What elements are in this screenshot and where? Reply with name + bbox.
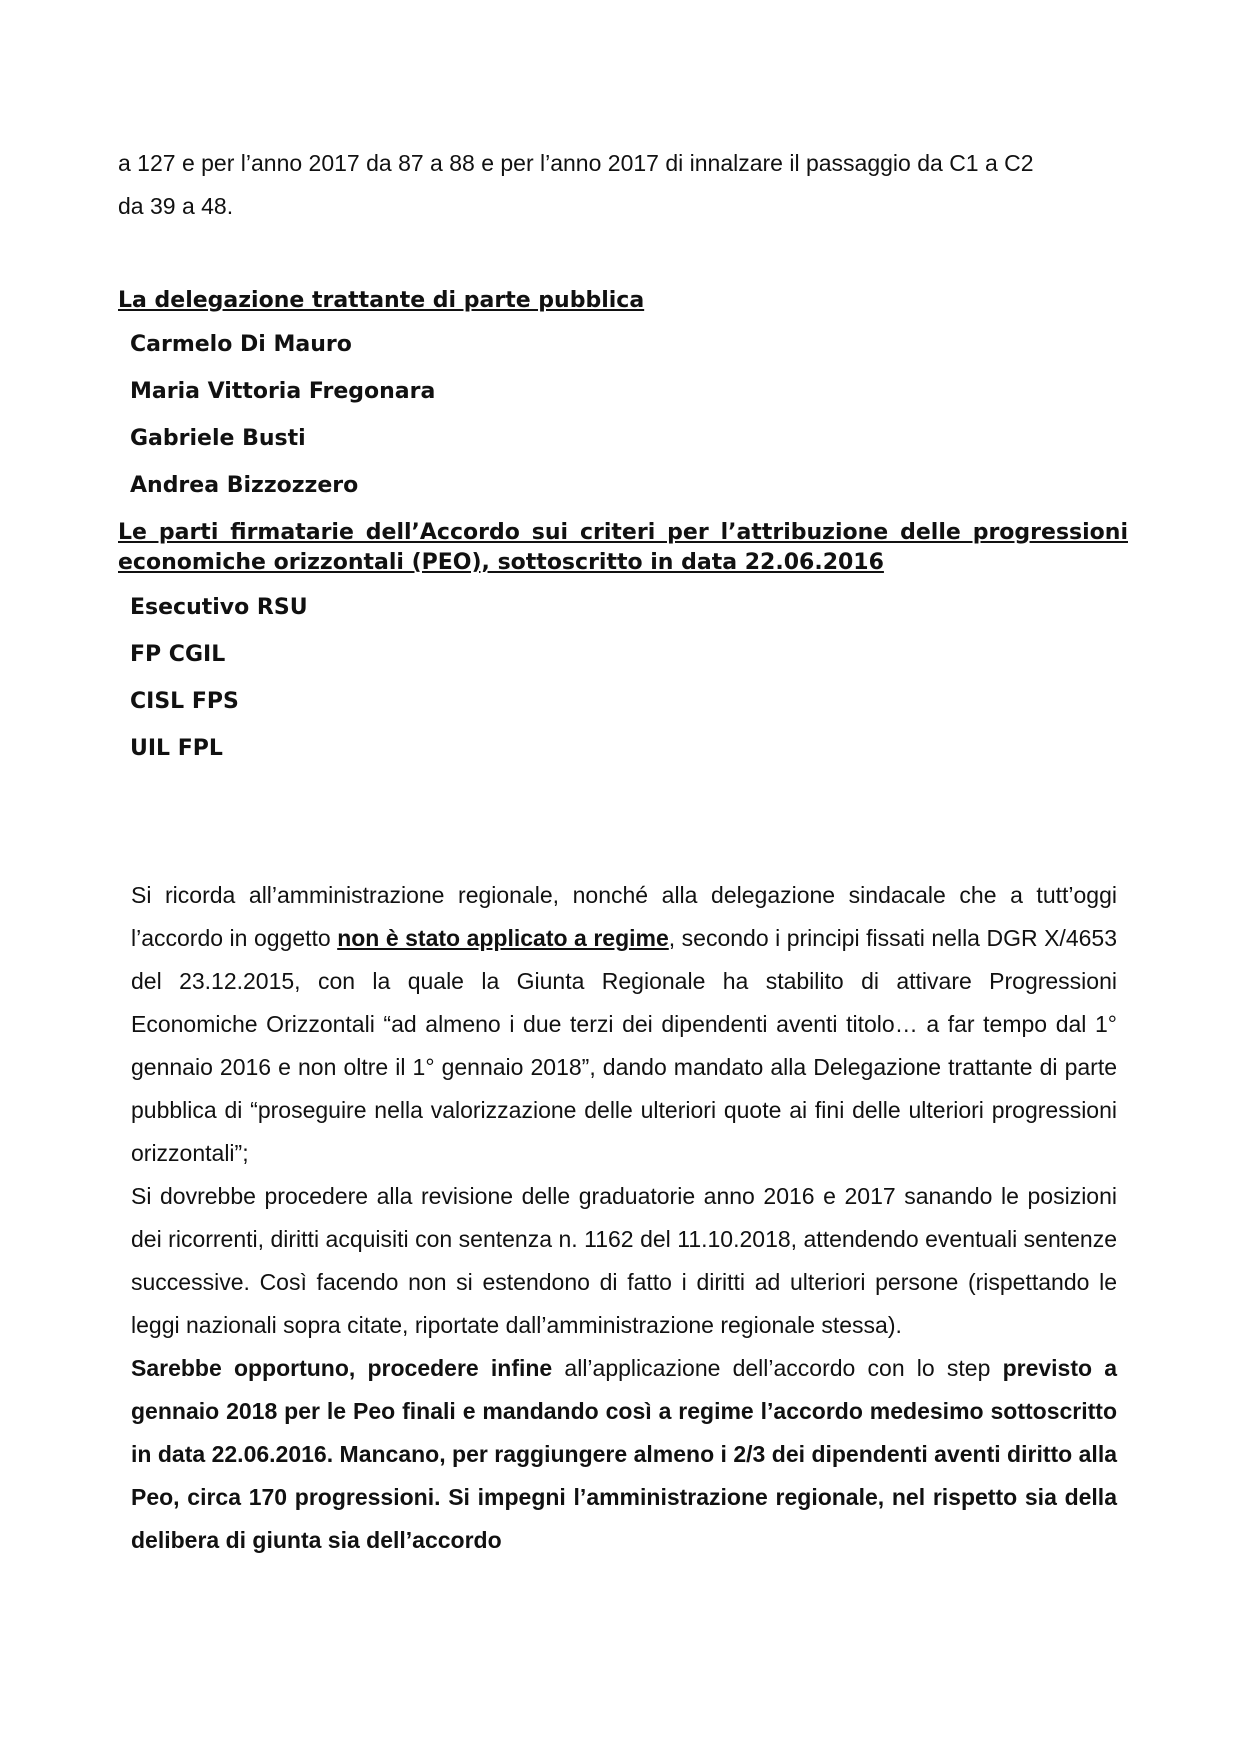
p1-emphasis: non è stato applicato a regime [337, 925, 669, 951]
signatory: Esecutivo RSU [130, 595, 308, 620]
public-delegation-list [130, 321, 435, 509]
paragraph-3 [131, 1347, 1117, 1562]
intro-paragraph [118, 142, 1128, 228]
signatories-heading: Le parti firmatarie dell’Accordo sui criteri per l’attribuzione delle progressioni economiche orizzontali (PEO), sottoscritto in data 22.06.2016 [118, 520, 1128, 575]
intro-line-1: a 127 e per l’anno 2017 da 87 a 88 e per l’anno 2017 di innalzare il passaggio da C1 a C2 [118, 150, 1034, 176]
delegation-member: Gabriele Busti [130, 426, 306, 451]
p1-text-before: Si ricorda all’amministrazione regionale, nonché alla delegazione sindacale che a tutt’oggi l’accordo in oggetto [131, 882, 1117, 951]
signatory: UIL FPL [130, 736, 223, 761]
paragraph-1 [131, 874, 1117, 1175]
signatory: FP CGIL [130, 642, 226, 667]
p1-text-after: , secondo i principi fissati nella DGR X/4653 del 23.12.2015, con la quale la Giunta Regionale ha stabilito di attivare Progressioni Economiche Orizzontali “ad almeno i due terzi dei dipendenti aventi titolo… a far tempo dal 1° gennaio 2016 e non oltre il 1° gennaio 2018”, dando mandato alla Delegazione trattante di parte pubblica di “proseguire nella valorizzazione delle ulteriori quote ai fini delle ulteriori progressioni orizzontali”; [131, 925, 1117, 1166]
signatory: CISL FPS [130, 689, 239, 714]
paragraph-2: Si dovrebbe procedere alla revisione delle graduatorie anno 2016 e 2017 sanando le posizioni dei ricorrenti, diritti acquisiti con sentenza n. 1162 del 11.10.2018, attendendo eventuali sentenze successive. Così facendo non si estendono di fatto i diritti ad ulteriori persone (rispettando le leggi nazionali sopra citate, riportate dall’amministrazione regionale stessa). [131, 1183, 1117, 1338]
p3-bold-start: Sarebbe opportuno, procedere infine [131, 1355, 565, 1381]
delegation-member: Maria Vittoria Fregonara [130, 379, 436, 404]
public-delegation-heading: La delegazione trattante di parte pubblica [118, 288, 645, 313]
body-text [131, 874, 1117, 1562]
p3-bold-end: previsto a gennaio 2018 per le Peo finali e mandando così a regime l’accordo medesimo sottoscritto in data 22.06.2016. Mancano, per raggiungere almeno i 2/3 dei dipendenti aventi diritto alla Peo, circa 170 progressioni. Si impegni l’amministrazione regionale, nel rispetto sia della delibera di giunta sia dell’accordo [131, 1355, 1118, 1553]
signatories-list [130, 584, 308, 772]
intro-line-2: da 39 a 48. [118, 193, 234, 219]
delegation-member: Andrea Bizzozzero [130, 473, 359, 498]
delegation-member: Carmelo Di Mauro [130, 332, 352, 357]
p3-normal: all’applicazione dell’accordo con lo step [564, 1355, 991, 1381]
